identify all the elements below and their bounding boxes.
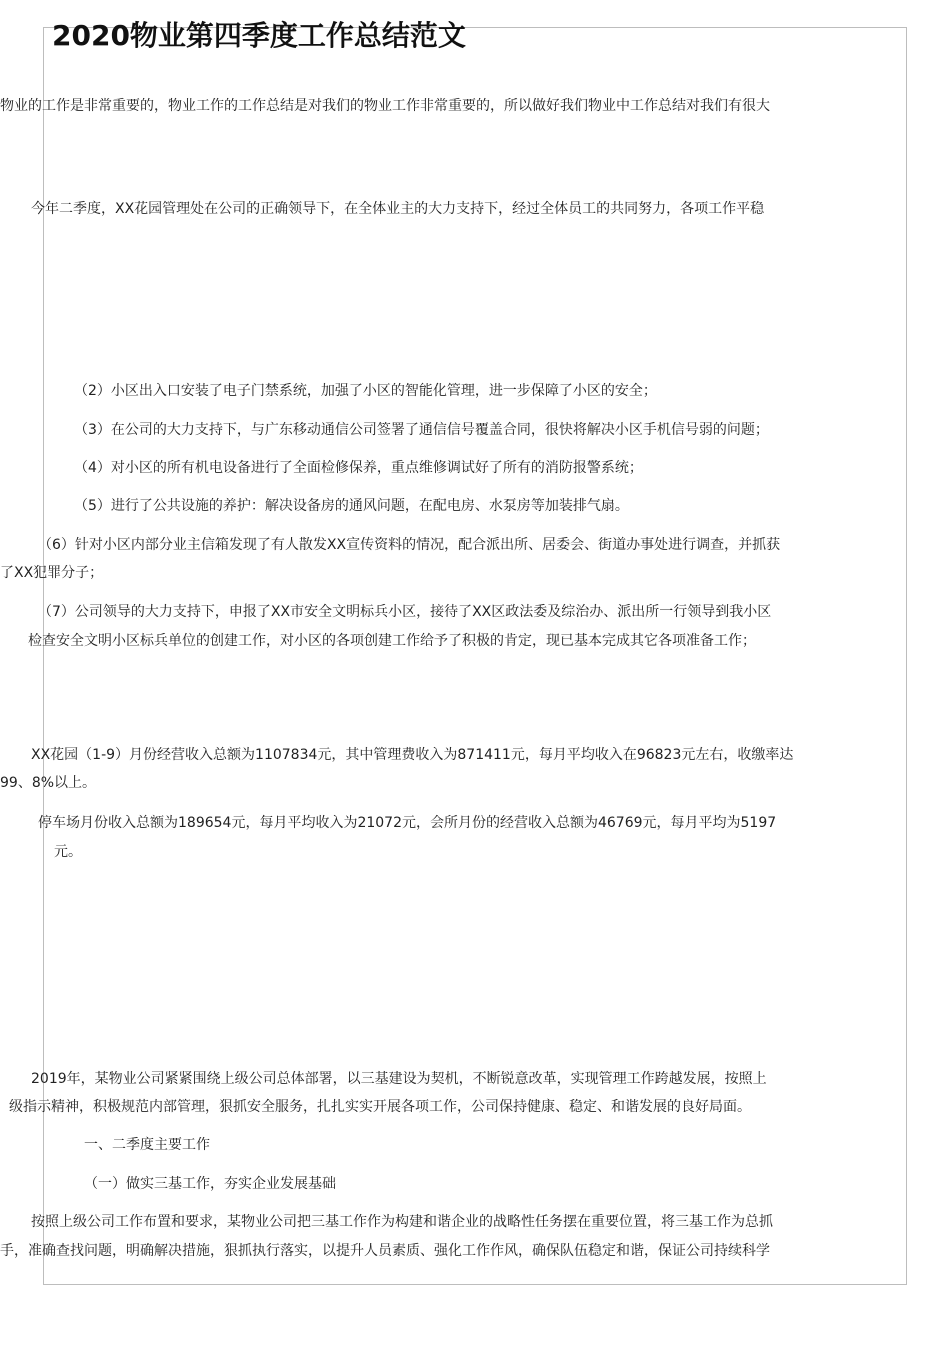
list-item-6-line2: 了XX犯罪分子； [0,565,104,581]
final-paragraph-line1: 按照上级公司工作布置和要求，某物业公司把三基工作作为构建和谐企业的战略性任务摆在重要位置，将三基工作为总抓 [31,1214,773,1230]
parking-paragraph-line1: 停车场月份收入总额为189654元，每月平均收入为21072元，会所月份的经营收入总额为46769元，每月平均为5197 [38,815,777,831]
list-item-4: （4）对小区的所有机电设备进行了全面检修保养，重点维修调试好了所有的消防报警系统； [74,460,643,476]
list-item-5: （5）进行了公共设施的养护：解决设备房的通风问题，在配电房、水泵房等加装排气扇。 [74,498,629,514]
final-paragraph-line2: 手，准确查找问题，明确解决措施，狠抓执行落实，以提升人员素质、强化工作作风，确保队伍稳定和谐，保证公司持续科学 [0,1243,770,1259]
paragraph-q2-summary: 今年二季度，XX花园管理处在公司的正确领导下，在全体业主的大力支持下，经过全体员工的共同努力，各项工作平稳 [31,201,765,217]
list-item-7-line1: （7）公司领导的大力支持下，申报了XX市安全文明标兵小区，接待了XX区政法委及综治办、派出所一行领导到我小区 [38,604,772,620]
income-paragraph-line2: 99、8%以上。 [0,775,97,791]
list-item-7-line2: 检查安全文明小区标兵单位的创建工作，对小区的各项创建工作给予了积极的肯定，现已基本完成其它各项准备工作； [28,633,756,649]
paragraph-intro: 物业的工作是非常重要的，物业工作的工作总结是对我们的物业工作非常重要的，所以做好我们物业中工作总结对我们有很大 [0,98,770,114]
document-title: 2020物业第四季度工作总结范文 [52,19,466,52]
parking-paragraph-line2: 元。 [54,844,82,860]
section-heading-2: （一）做实三基工作，夯实企业发展基础 [84,1176,336,1192]
summary-2019-line2: 级指示精神，积极规范内部管理，狠抓安全服务，扎扎实实开展各项工作，公司保持健康、稳定、和谐发展的良好局面。 [9,1099,751,1115]
summary-2019-line1: 2019年，某物业公司紧紧围绕上级公司总体部署，以三基建设为契机，不断锐意改革，实现管理工作跨越发展，按照上 [31,1071,767,1087]
income-paragraph-line1: XX花园（1-9）月份经营收入总额为1107834元，其中管理费收入为871411元，每月平均收入在96823元左右，收缴率达 [31,747,794,763]
section-heading-1: 一、二季度主要工作 [84,1137,210,1153]
list-item-6-line1: （6）针对小区内部分业主信箱发现了有人散发XX宣传资料的情况，配合派出所、居委会、街道办事处进行调查，并抓获 [38,537,781,553]
list-item-3: （3）在公司的大力支持下，与广东移动通信公司签署了通信信号覆盖合同，很快将解决小区手机信号弱的问题； [74,422,769,438]
list-item-2: （2）小区出入口安装了电子门禁系统，加强了小区的智能化管理，进一步保障了小区的安全； [74,383,657,399]
